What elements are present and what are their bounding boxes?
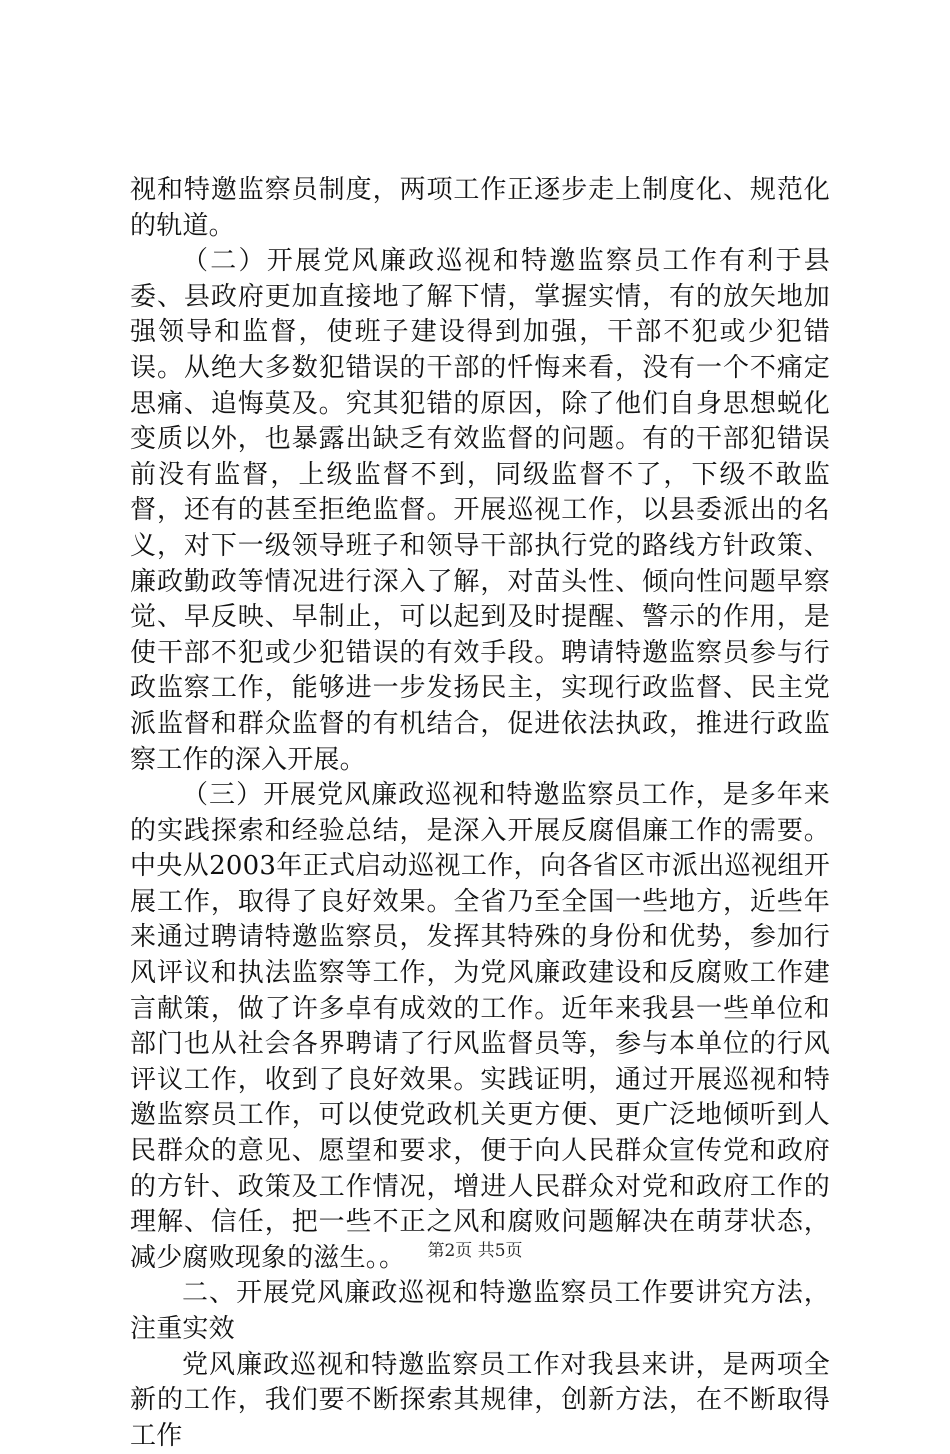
section-heading: 二、开展党风廉政巡视和特邀监察员工作要讲究方法，注重实效 [130,1278,830,1344]
paragraph-section-2: （二）开展党风廉政巡视和特邀监察员工作有利于县委、县政府更加直接地了解下情，掌握实情，有的放矢地加强领导和监督，使班子建设得到加强，干部不犯或少犯错误。从绝大多数犯错误的干部的忏悔来看，没有一个不痛定思痛、追悔莫及。究其犯错的原因，除了他们自身思想蜕化变质以外，也暴露出缺乏有效监督的问题。有的干部犯错误前没有监督，上级监督不到，同级监督不了，下级不敢监督，还有的甚至拒绝监督。开展巡视工作，以县委派出的名义，对下一级领导班子和领导干部执行党的路线方针政策、廉政勤政等情况进行深入了解，对苗头性、倾向性问题早察觉、早反映、早制止，可以起到及时提醒、警示的作用，是使干部不犯或少犯错误的有效手段。聘请特邀监察员参与行政监察工作，能够进一步发扬民主，实现行政监督、民主党派监督和群众监督的有机结合，促进依法执政，推进行政监察工作的深入开展。 [130,246,830,775]
page-number-footer: 第2页 共5页 [427,1241,523,1261]
paragraph-methods: 党风廉政巡视和特邀监察员工作对我县来讲，是两项全新的工作，我们要不断探索其规律，创新方法，在不断取得工作 [130,1349,830,1451]
paragraph-section-3: （三）开展党风廉政巡视和特邀监察员工作，是多年来的实践探索和经验总结，是深入开展反腐倡廉工作的需要。中央从2003年正式启动巡视工作，向各省区市派出巡视组开展工作，取得了良好效果。全省乃至全国一些地方，近些年来通过聘请特邀监察员，发挥其特殊的身份和优势，参加行风评议和执法监察等工作，为党风廉政建设和反腐败工作建言献策，做了许多卓有成效的工作。近年来我县一些单位和部门也从社会各界聘请了行风监督员等，参与本单位的行风评议工作，收到了良好效果。实践证明，通过开展巡视和特邀监察员工作，可以使党政机关更方便、更广泛地倾听到人民群众的意见、愿望和要求，便于向人民群众宣传党和政府的方针、政策及工作情况，增进人民群众对党和政府工作的理解、信任，把一些不正之风和腐败问题解决在萌芽状态，减少腐败现象的滋生。。 [130,780,830,1273]
paragraph-continuation: 视和特邀监察员制度，两项工作正逐步走上制度化、规范化的轨道。 [130,175,830,241]
